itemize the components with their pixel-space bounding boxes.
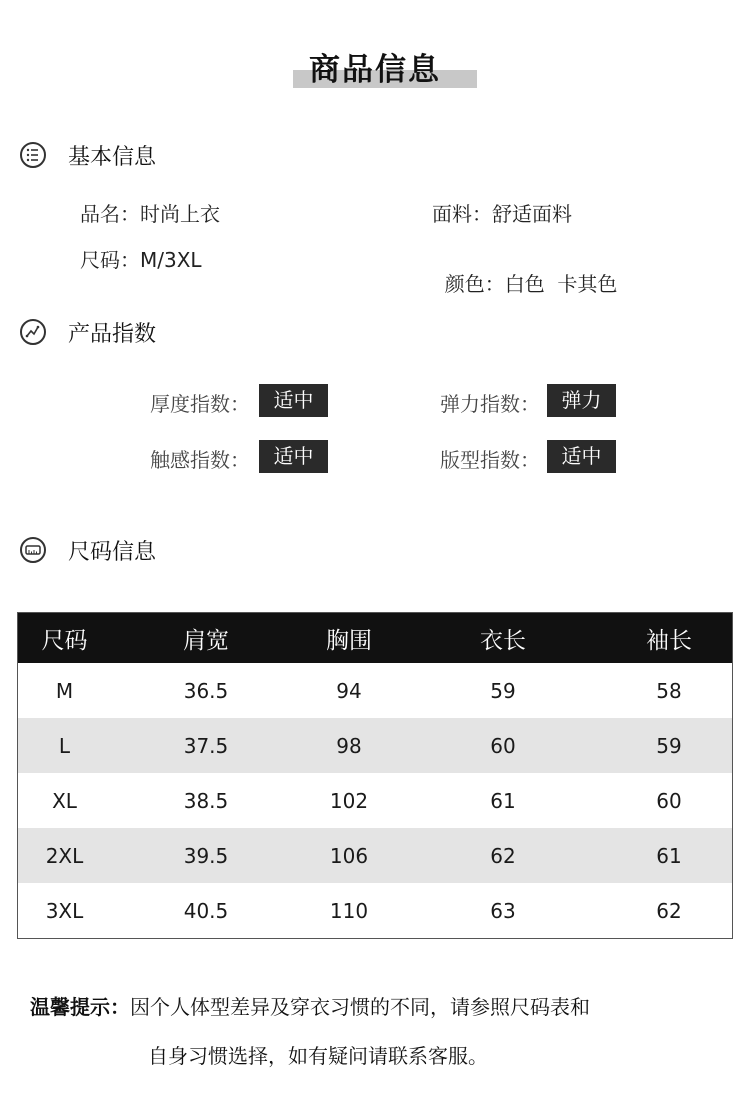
table-cell: 2XL bbox=[45, 843, 84, 868]
thickness-label: 厚度指数： bbox=[150, 392, 250, 416]
tip-line-1 bbox=[30, 991, 590, 1020]
touch-label: 触感指数： bbox=[150, 448, 250, 472]
table-cell: 58 bbox=[656, 678, 682, 703]
table-row bbox=[18, 883, 732, 938]
table-cell: 3XL bbox=[45, 898, 84, 923]
header-length: 衣长 bbox=[480, 627, 526, 654]
table-row bbox=[18, 663, 732, 718]
table-cell: 102 bbox=[329, 788, 369, 813]
color-label: 颜色： bbox=[444, 272, 505, 296]
table-row bbox=[18, 773, 732, 828]
name-row bbox=[80, 198, 220, 227]
basic-info-heading: 基本信息 bbox=[68, 145, 157, 170]
size-value: M/3XL bbox=[140, 248, 202, 272]
table-cell: 62 bbox=[490, 843, 516, 868]
table-cell: M bbox=[55, 678, 74, 703]
fit-label: 版型指数： bbox=[440, 448, 540, 472]
fabric-label: 面料： bbox=[432, 202, 492, 226]
table-row bbox=[18, 828, 732, 883]
table-cell: 39.5 bbox=[183, 843, 229, 868]
color-value: 白色 卡其色 bbox=[504, 272, 618, 296]
table-cell: 36.5 bbox=[183, 678, 229, 703]
tip-text-2: 自身习惯选择，如有疑问请联系客服。 bbox=[148, 1044, 488, 1068]
table-cell: 60 bbox=[656, 788, 682, 813]
table-cell: L bbox=[58, 733, 71, 758]
size-row bbox=[80, 244, 202, 273]
size-label: 尺码： bbox=[80, 248, 140, 272]
table-cell: 61 bbox=[490, 788, 516, 813]
name-label: 品名： bbox=[80, 202, 140, 226]
table-cell: 110 bbox=[329, 898, 369, 923]
table-cell: 59 bbox=[490, 678, 516, 703]
table-cell: 61 bbox=[656, 843, 682, 868]
table-row bbox=[18, 718, 732, 773]
header-sleeve: 袖长 bbox=[646, 627, 692, 654]
table-cell: 98 bbox=[336, 733, 362, 758]
index-heading: 产品指数 bbox=[68, 322, 157, 347]
trend-icon bbox=[20, 319, 46, 345]
elasticity-label: 弹力指数： bbox=[440, 392, 540, 416]
fabric-value: 舒适面料 bbox=[492, 202, 572, 226]
table-cell: 38.5 bbox=[183, 788, 229, 813]
header-size: 尺码 bbox=[41, 627, 88, 654]
table-cell: 60 bbox=[490, 733, 516, 758]
table-cell: 37.5 bbox=[183, 733, 229, 758]
table-cell: 106 bbox=[329, 843, 369, 868]
table-cell: 59 bbox=[656, 733, 682, 758]
header-shoulder: 肩宽 bbox=[183, 627, 229, 654]
table-cell: 40.5 bbox=[183, 898, 229, 923]
page-title: 商品信息 bbox=[309, 52, 441, 88]
ruler-icon bbox=[20, 537, 46, 563]
header-chest: 胸围 bbox=[326, 627, 372, 654]
size-table bbox=[17, 612, 733, 939]
table-cell: 62 bbox=[656, 898, 682, 923]
size-info-heading: 尺码信息 bbox=[68, 540, 157, 565]
table-header bbox=[18, 613, 732, 663]
fit-value: 适中 bbox=[547, 440, 616, 473]
table-cell: XL bbox=[52, 788, 77, 813]
list-icon bbox=[20, 142, 46, 168]
table-cell: 63 bbox=[490, 898, 516, 923]
fabric-row bbox=[432, 198, 572, 227]
elasticity-value: 弹力 bbox=[547, 384, 616, 417]
color-row bbox=[432, 244, 617, 297]
thickness-value: 适中 bbox=[259, 384, 328, 417]
table-cell: 94 bbox=[336, 678, 362, 703]
tip-label: 温馨提示： bbox=[30, 995, 130, 1019]
touch-value: 适中 bbox=[259, 440, 328, 473]
tip-text-1: 因个人体型差异及穿衣习惯的不同，请参照尺码表和 bbox=[130, 995, 590, 1019]
name-value: 时尚上衣 bbox=[140, 202, 220, 226]
